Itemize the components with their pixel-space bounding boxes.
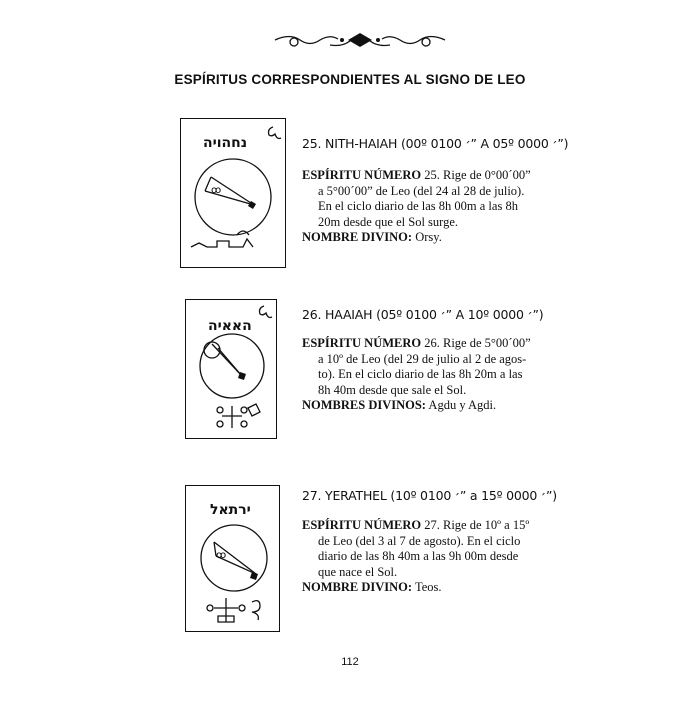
- body-line: 8h 40m desde que sale el Sol.: [318, 382, 467, 397]
- entry-body: [302, 336, 552, 414]
- entry-body: [302, 168, 552, 246]
- divine-name: Teos.: [412, 580, 442, 594]
- entry-title: 26. HAAIAH (05º 01׳ 00” A 10º 00׳ 00”): [302, 307, 544, 322]
- body-line: de Leo (del 3 al 7 de agosto). En el ciclo: [318, 533, 521, 548]
- divine-name-label: NOMBRE DIVINO:: [302, 580, 413, 594]
- spirit-number-label: ESPÍRITU NÚMERO: [302, 518, 422, 532]
- hebrew-name: ירתאל: [210, 502, 251, 518]
- divine-name-label: NOMBRE DIVINO:: [302, 230, 413, 244]
- seal-card-26: [185, 299, 277, 439]
- divine-name-label: NOMBRES DIVINOS:: [302, 398, 426, 412]
- page-number: 112: [341, 656, 359, 668]
- body-line: 26. Rige de 5°00´00”: [421, 336, 531, 350]
- entry-body: [302, 518, 552, 596]
- page-title: ESPÍRITUS CORRESPONDIENTES AL SIGNO DE LEO: [174, 72, 526, 87]
- body-line: a 10º de Leo (del 29 de julio al 2 de agos-: [318, 351, 527, 366]
- divine-name: Agdu y Agdi.: [425, 398, 497, 412]
- hebrew-name: האאיה: [208, 318, 252, 334]
- flourish-ornament: [270, 25, 450, 55]
- spirit-number-label: ESPÍRITU NÚMERO: [302, 168, 422, 182]
- seal-card-25: [180, 118, 286, 268]
- body-line: diario de las 8h 40m a las 9h 00m desde: [318, 549, 519, 563]
- svg-text:ꝏ: ꝏ: [216, 550, 227, 561]
- body-line: que nace el Sol.: [318, 564, 398, 579]
- hebrew-name: נחהויה: [203, 135, 248, 151]
- body-line: a 5°00´00” de Leo (del 24 al 28 de julio).: [318, 183, 525, 198]
- spirit-number-label: ESPÍRITU NÚMERO: [302, 336, 422, 350]
- body-line: to). En el ciclo diario de las 8h 20m a las: [318, 367, 523, 381]
- svg-text:ꝏ: ꝏ: [211, 185, 222, 196]
- body-line: 27. Rige de 10º a 15º: [421, 518, 530, 532]
- body-line: 20m desde que el Sol surge.: [318, 214, 459, 229]
- body-line: En el ciclo diario de las 8h 00m a las 8h: [318, 199, 518, 213]
- entry-title: 25. NITH-HAIAH (00º 01׳ 00” A 05º 00׳ 00”): [302, 136, 569, 151]
- divine-name: Orsy.: [412, 230, 442, 244]
- entry-title: 27. YERATHEL (10º 01׳ 00” a 15º 00׳ 00”): [302, 488, 557, 503]
- body-line: 25. Rige de 0°00´00”: [421, 168, 531, 182]
- seal-card-27: [185, 485, 280, 632]
